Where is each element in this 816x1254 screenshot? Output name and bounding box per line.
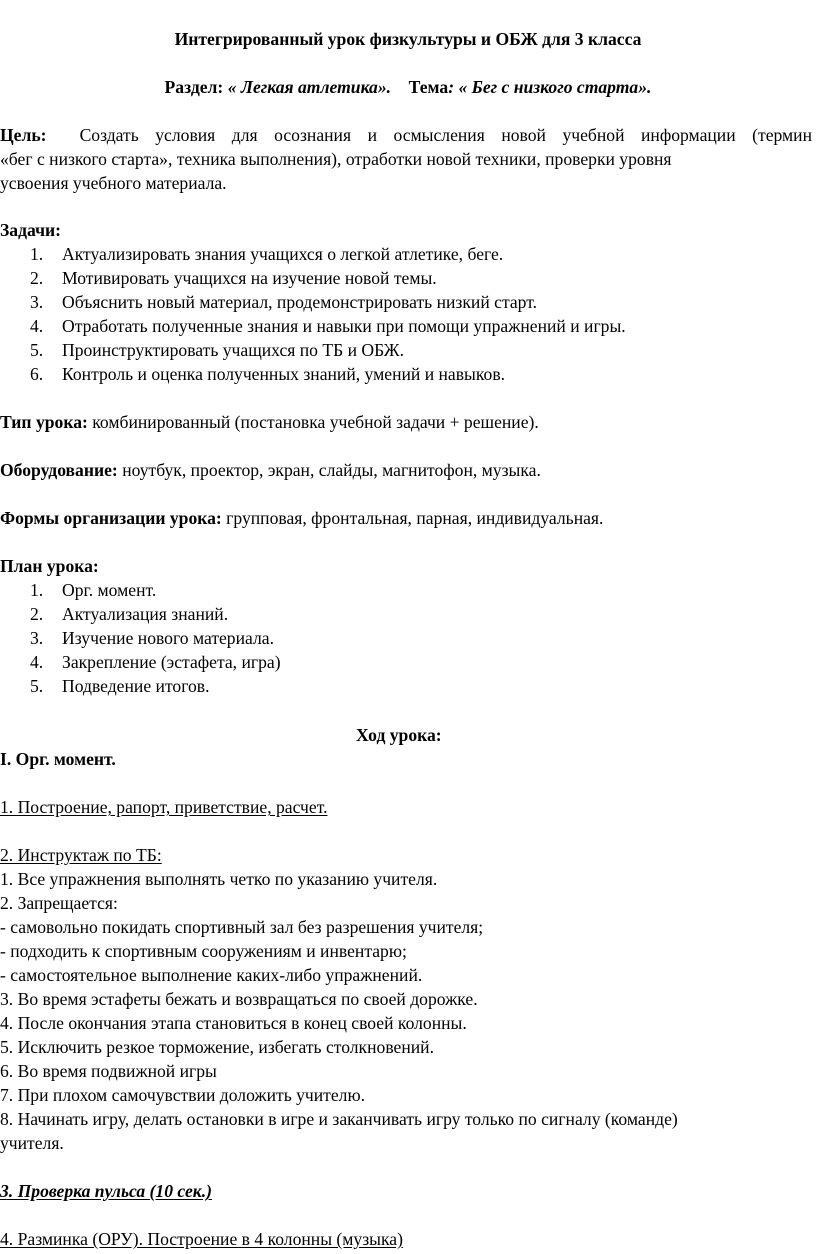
rule-line: - самостоятельное выполнение каких-либо упражнений. xyxy=(0,965,423,985)
section-label: Раздел: xyxy=(164,77,224,97)
section-topic-line xyxy=(0,76,816,100)
task-item: 2. Мотивировать учащихся на изучение новой темы. xyxy=(30,268,437,288)
rule-line: 4. После окончания этапа становиться в конец своей колонны. xyxy=(0,1013,467,1033)
goal-line-2: «бег с низкого старта», техника выполнения), отработки новой техники, проверки уровня xyxy=(0,149,672,169)
section-value: « Легкая атлетика». xyxy=(227,77,392,97)
step-4-heading: 4. Разминка (ОРУ). Построение в 4 колонны (музыка) xyxy=(0,1229,403,1249)
task-item: 6. Контроль и оценка полученных знаний, умений и навыков. xyxy=(30,364,506,384)
lesson-forms-label: Формы организации урока: xyxy=(0,508,222,528)
rule-line: 7. При плохом самочувствии доложить учителю. xyxy=(0,1085,365,1105)
lesson-forms-value: групповая, фронтальная, парная, индивидуальная. xyxy=(221,508,604,528)
rule-line: - самовольно покидать спортивный зал без разрешения учителя; xyxy=(0,917,484,937)
lesson-type-label: Тип урока: xyxy=(0,412,88,432)
topic-value: : « Бег с низкого старта». xyxy=(448,77,652,97)
goal-line-3: усвоения учебного материала. xyxy=(0,173,227,193)
equipment-label: Оборудование: xyxy=(0,460,118,480)
plan-item: 1. Орг. момент. xyxy=(30,580,157,600)
task-item: 4. Отработать полученные знания и навыки при помощи упражнений и игры. xyxy=(30,316,626,336)
task-item: 3. Объяснить новый материал, продемонстрировать низкий старт. xyxy=(30,292,538,312)
equipment-value: ноутбук, проектор, экран, слайды, магнитофон, музыка. xyxy=(117,460,541,480)
lesson-forms xyxy=(0,507,603,531)
plan-item: 3. Изучение нового материала. xyxy=(30,628,274,648)
lesson-type xyxy=(0,411,539,435)
rule-line: 5. Исключить резкое торможение, избегать столкновений. xyxy=(0,1037,434,1057)
task-item: 1. Актуализировать знания учащихся о легкой атлетике, беге. xyxy=(30,244,504,264)
part-1-heading: I. Орг. момент. xyxy=(0,749,116,769)
plan-item: 4. Закрепление (эстафета, игра) xyxy=(30,652,281,672)
rule-line: учителя. xyxy=(0,1133,64,1153)
lesson-type-value: комбинированный (постановка учебной задачи + решение). xyxy=(87,412,539,432)
rule-line: 3. Во время эстафеты бежать и возвращаться по своей дорожке. xyxy=(0,989,478,1009)
step-2-heading: 2. Инструктаж по ТБ: xyxy=(0,845,162,865)
step-1-heading: 1. Построение, рапорт, приветствие, расчет. xyxy=(0,797,328,817)
rule-line: 8. Начинать игру, делать остановки в игре и заканчивать игру только по сигналу (команде) xyxy=(0,1109,678,1129)
topic-label: Тема xyxy=(408,77,449,97)
rule-line: 6. Во время подвижной игры xyxy=(0,1061,217,1081)
plan-item: 5. Подведение итогов. xyxy=(30,676,210,696)
goal-line-1 xyxy=(0,124,812,148)
plan-item: 2. Актуализация знаний. xyxy=(30,604,229,624)
task-item: 5. Проинструктировать учащихся по ТБ и ОБЖ. xyxy=(30,340,404,360)
equipment xyxy=(0,459,541,483)
goal-text-1: Создать условия для осознания и осмысления новой учебной информации (термин xyxy=(79,125,812,145)
document-title: Интегрированный урок физкультуры и ОБЖ для 3 класса xyxy=(174,29,642,49)
step-3-heading: 3. Проверка пульса (10 сек.) xyxy=(0,1181,212,1201)
course-title: Ход урока: xyxy=(356,725,442,745)
rule-line: 2. Запрещается: xyxy=(0,893,118,913)
rule-line: - подходить к спортивным сооружениям и инвентарю; xyxy=(0,941,407,961)
tasks-label: Задачи: xyxy=(0,220,61,240)
goal-label: Цель: xyxy=(0,125,47,145)
plan-label: План урока: xyxy=(0,556,99,576)
rule-line: 1. Все упражнения выполнять четко по указанию учителя. xyxy=(0,869,438,889)
